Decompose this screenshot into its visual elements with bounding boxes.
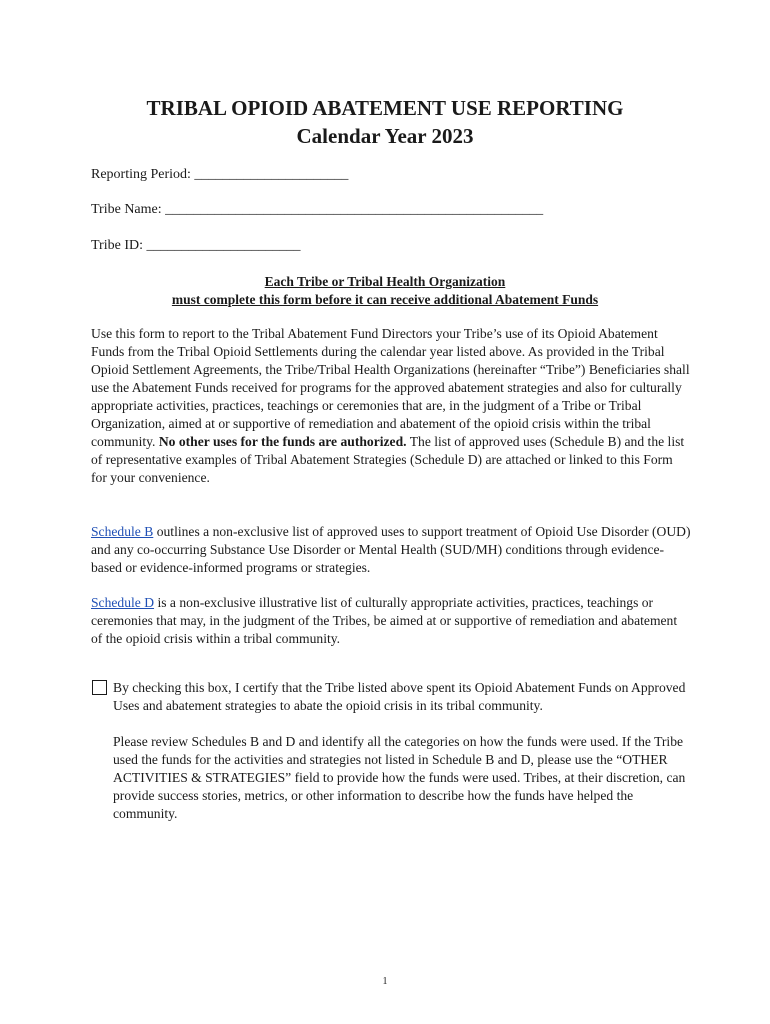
intro-text-continued: The list of approved uses (Schedule B) and the list of representative examples of Tribal Abatement Strategies (Schedule D) are attached or linked to this Form for your convenience. <box>91 434 685 485</box>
schedule-b-paragraph <box>91 523 691 577</box>
schedule-b-link[interactable]: Schedule B <box>91 524 154 539</box>
form-subtitle: Calendar Year 2023 <box>296 124 474 148</box>
form-title: TRIBAL OPIOID ABATEMENT USE REPORTING <box>146 96 624 120</box>
intro-text: Use this form to report to the Tribal Abatement Fund Directors your Tribe’s use of its Opioid Abatement Funds from the Tribal Opioid Settlements during the calendar year listed above. As provided in the Tribal Opioid Settlement Agreements, the Tribe/Tribal Health Organizations (hereinafter “Tribe”) Beneficiaries shall use the Abatement Funds received for programs for the approved abatement strategies and also for culturally appropriate activities, practices, teachings or ceremonies that are, in the judgment of a Tribe or Tribal Organization, aimed at or supportive of remediation and abatement of the opioid crisis within the tribal community. <box>91 326 690 449</box>
certification-text: By checking this box, I certify that the Tribe listed above spent its Opioid Abatement Funds on Approved Uses and abatement strategies to abate the opioid crisis in its tribal community. <box>113 680 686 713</box>
tribe-id-field[interactable]: Tribe ID: ______________________ <box>91 238 301 253</box>
schedule-d-paragraph <box>91 594 691 648</box>
intro-bold-text: No other uses for the funds are authorized. <box>158 434 407 449</box>
reporting-period-field[interactable]: Reporting Period: ______________________ <box>91 167 349 182</box>
page-number: 1 <box>382 976 388 987</box>
intro-paragraph <box>91 325 691 487</box>
tribe-name-field[interactable]: Tribe Name: ______________________________________________________ <box>91 202 544 217</box>
certification-checkbox[interactable] <box>92 680 107 695</box>
notice-line-1: Each Tribe or Tribal Health Organization <box>264 274 506 289</box>
schedule-d-link[interactable]: Schedule D <box>91 595 155 610</box>
schedule-d-text: is a non-exclusive illustrative list of culturally appropriate activities, practices, teachings or ceremonies that may, in the judgment of the Tribes, be aimed at or supportive of remediation and abatement of the opioid crisis within a tribal community. <box>91 595 678 646</box>
notice-line-2: must complete this form before it can receive additional Abatement Funds <box>171 292 599 307</box>
schedule-b-text: outlines a non-exclusive list of approved uses to support treatment of Opioid Use Disorder (OUD) and any co-occurring Substance Use Disorder or Mental Health (SUD/MH) conditions through evidence-based or evidence-informed programs or strategies. <box>91 524 691 575</box>
review-instructions: Please review Schedules B and D and identify all the categories on how the funds were used. If the Tribe used the funds for the activities and strategies not listed in Schedule B and D, please use the “OTHER ACTIVITIES & STRATEGIES” field to provide how the funds were used. Tribes, at their discretion, can provide success stories, metrics, or other information to describe how the funds have helped the community. <box>113 734 686 821</box>
